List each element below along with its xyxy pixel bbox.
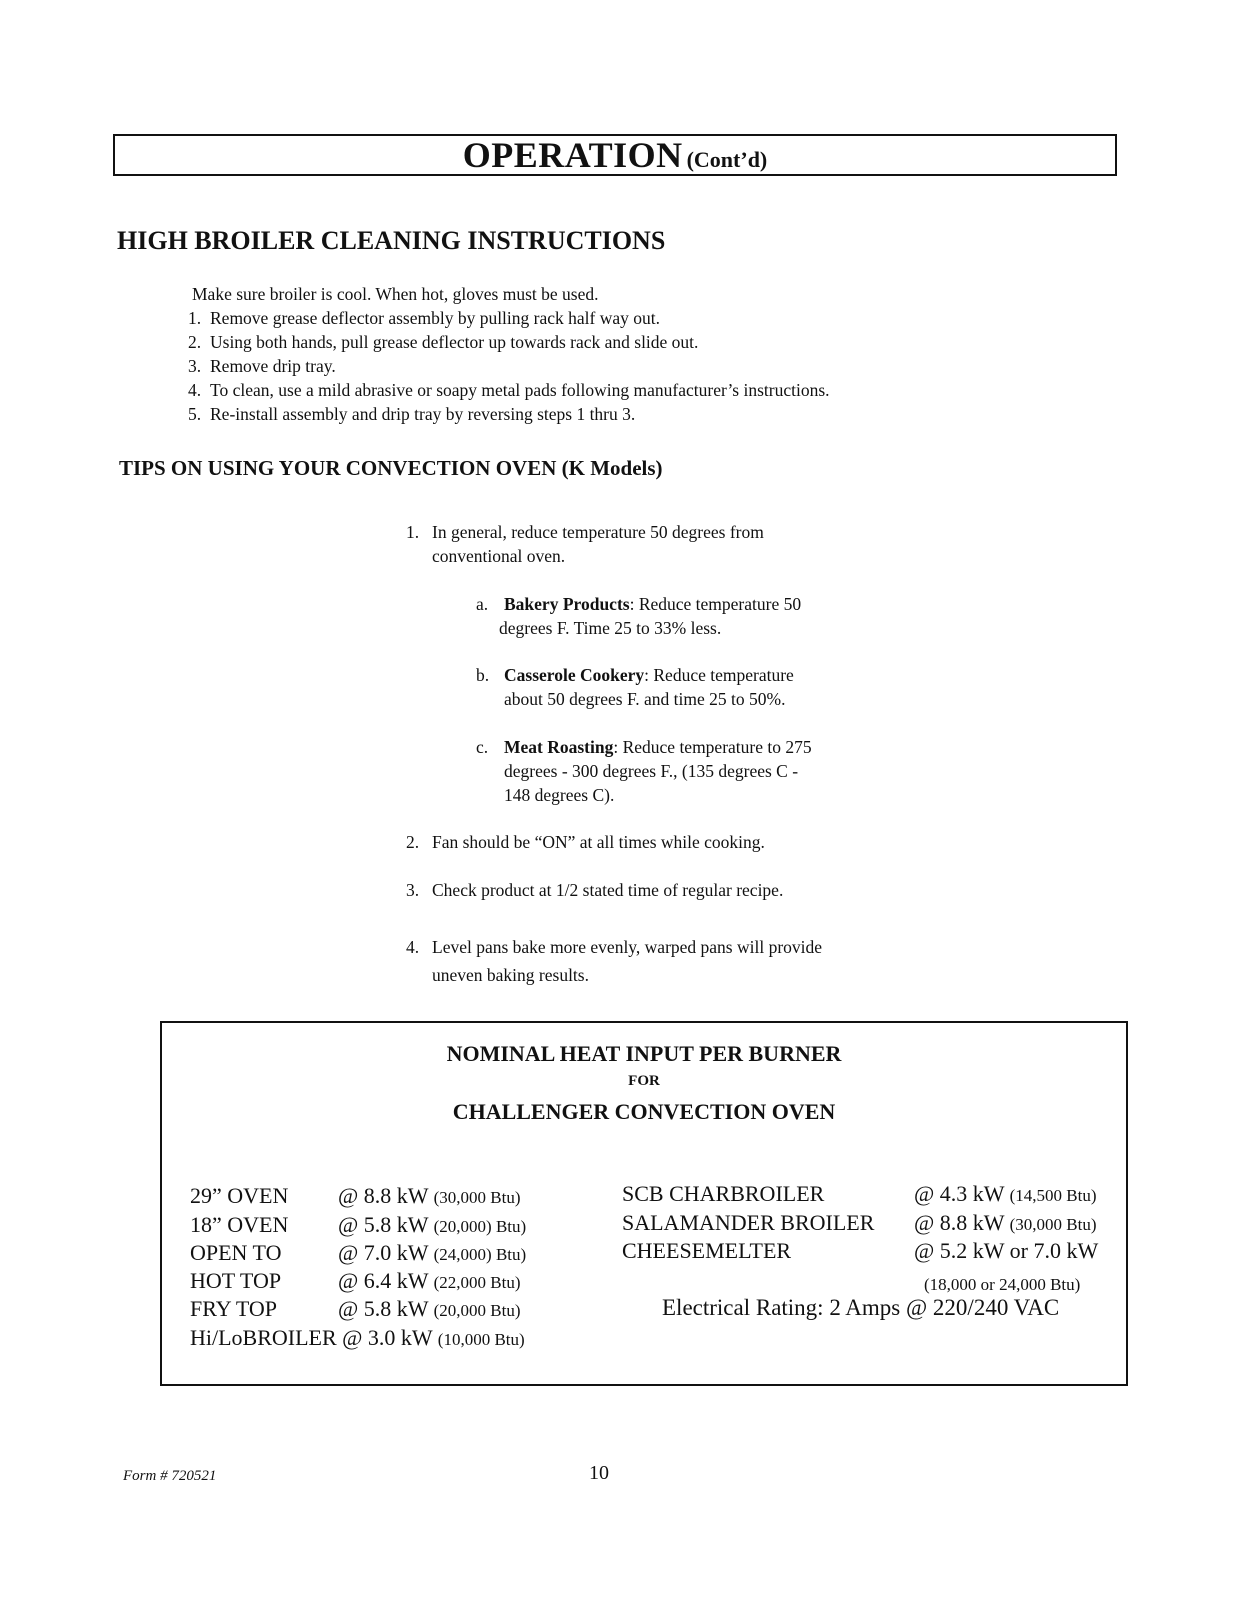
step-text: Remove drip tray. [210,356,336,376]
kw-value: @ 8.8 kW [914,1210,1005,1235]
sub-letter: a. [476,594,489,614]
btu-value: (18,000 or 24,000 Btu) [924,1275,1081,1294]
tip-text: conventional oven. [432,546,566,566]
step-number: 4. [188,380,202,400]
step-text: To clean, use a mild abrasive or soapy metal pads following manufacturer’s instructions. [210,380,830,400]
heat-value [338,1183,521,1209]
btu-value: (30,000 Btu) [1009,1215,1097,1234]
heat-row [622,1238,791,1264]
heat-title-for: FOR [628,1073,660,1089]
tip-number: 4. [406,937,420,957]
tip-item-1 [406,520,764,568]
tip-sub-a [476,592,801,640]
step-text: Using both hands, pull grease deflector up towards rack and slide out. [210,332,699,352]
btu-value: (30,000 Btu) [433,1188,521,1207]
tip-text: Check product at 1/2 stated time of regular recipe. [432,880,784,900]
tip-text: Fan should be “ON” at all times while cooking. [432,832,765,852]
step-number: 1. [188,308,202,328]
kw-value: @ 8.8 kW [338,1183,429,1208]
heat-row [622,1210,874,1236]
tip-number: 1. [406,522,420,542]
tip-sub-c [476,735,812,807]
kw-value: @ 5.8 kW [338,1296,429,1321]
heat-value [338,1296,521,1322]
appliance-name: Hi/LoBROILER @ 3.0 kW [190,1325,433,1350]
heat-row [190,1183,288,1209]
tip-number: 2. [406,832,420,852]
kw-value: @ 7.0 kW [338,1240,429,1265]
cheesemelter-btu [924,1270,1080,1296]
appliance-name: 29” OVEN [190,1183,289,1208]
list-item [188,378,830,402]
heat-value [338,1212,526,1238]
heat-row [190,1296,277,1322]
step-text: Remove grease deflector assembly by pulling rack half way out. [210,308,660,328]
list-item [188,354,830,378]
heat-row [190,1240,281,1266]
tip-text: uneven baking results. [432,965,589,985]
appliance-name: SALAMANDER BROILER [622,1210,875,1235]
page-title: OPERATION [462,135,683,175]
sub-text: : Reduce temperature to 275 [613,737,812,757]
sub-letter: b. [476,665,490,685]
btu-value: (14,500 Btu) [1009,1186,1097,1205]
btu-value: (10,000 Btu) [437,1330,525,1349]
btu-value: (20,000) Btu) [433,1217,527,1236]
cleaning-heading: HIGH BROILER CLEANING INSTRUCTIONS [117,226,666,255]
appliance-name: FRY TOP [190,1296,278,1321]
kw-value: @ 5.2 kW or 7.0 kW [914,1238,1099,1263]
heat-value [914,1181,1097,1207]
tip-sub-b [476,663,794,711]
heat-row [190,1212,288,1238]
heat-value [914,1238,1098,1264]
sub-label: Meat Roasting [504,737,614,757]
sub-text: degrees - 300 degrees F., (135 degrees C - [504,761,799,781]
heat-title: NOMINAL HEAT INPUT PER BURNER [446,1041,842,1066]
sub-letter: c. [476,737,489,757]
heat-value [338,1268,521,1294]
btu-value: (24,000) Btu) [433,1245,527,1264]
tip-number: 3. [406,880,420,900]
cleaning-steps [188,306,830,426]
appliance-name: HOT TOP [190,1268,282,1293]
heat-subtitle: CHALLENGER CONVECTION OVEN [452,1099,836,1124]
kw-value: @ 4.3 kW [914,1181,1005,1206]
heat-row [190,1268,281,1294]
step-number: 3. [188,356,202,376]
appliance-name: OPEN TO [190,1240,282,1265]
heat-input-box [160,1021,1128,1386]
page-number: 10 [589,1462,609,1484]
sub-label: Bakery Products [504,594,630,614]
cleaning-intro: Make sure broiler is cool. When hot, gloves must be used. [192,284,599,304]
sub-text: : Reduce temperature [644,665,794,685]
sub-label: Casserole Cookery [504,665,645,685]
step-number: 2. [188,332,202,352]
list-item [188,306,830,330]
sub-text: degrees F. Time 25 to 33% less. [499,618,722,638]
form-number: Form # 720521 [123,1468,217,1484]
sub-text: : Reduce temperature 50 [629,594,802,614]
sub-text: about 50 degrees F. and time 25 to 50%. [504,689,786,709]
tip-text: In general, reduce temperature 50 degrees from [432,522,764,542]
tip-item-2 [406,830,765,854]
appliance-name: CHEESEMELTER [622,1238,792,1263]
tip-text: Level pans bake more evenly, warped pans will provide [432,937,823,957]
appliance-name: 18” OVEN [190,1212,289,1237]
step-number: 5. [188,404,202,424]
kw-value: @ 5.8 kW [338,1212,429,1237]
btu-value: (20,000 Btu) [433,1301,521,1320]
tip-item-3 [406,878,783,902]
section-header-box [113,134,1117,176]
step-text: Re-install assembly and drip tray by reversing steps 1 thru 3. [210,404,636,424]
tips-heading: TIPS ON USING YOUR CONVECTION OVEN (K Models) [119,456,663,480]
btu-value: (22,000 Btu) [433,1273,521,1292]
heat-value [338,1240,526,1266]
kw-value: @ 6.4 kW [338,1268,429,1293]
heat-row [190,1325,525,1351]
heat-row [622,1181,824,1207]
page-title-suffix: (Cont’d) [686,147,768,172]
sub-text: 148 degrees C). [504,785,615,805]
heat-value [914,1210,1097,1236]
electrical-rating: Electrical Rating: 2 Amps @ 220/240 VAC [662,1295,1060,1320]
appliance-name: SCB CHARBROILER [622,1181,825,1206]
list-item [188,330,830,354]
list-item [188,402,830,426]
tip-item-4 [406,933,822,989]
